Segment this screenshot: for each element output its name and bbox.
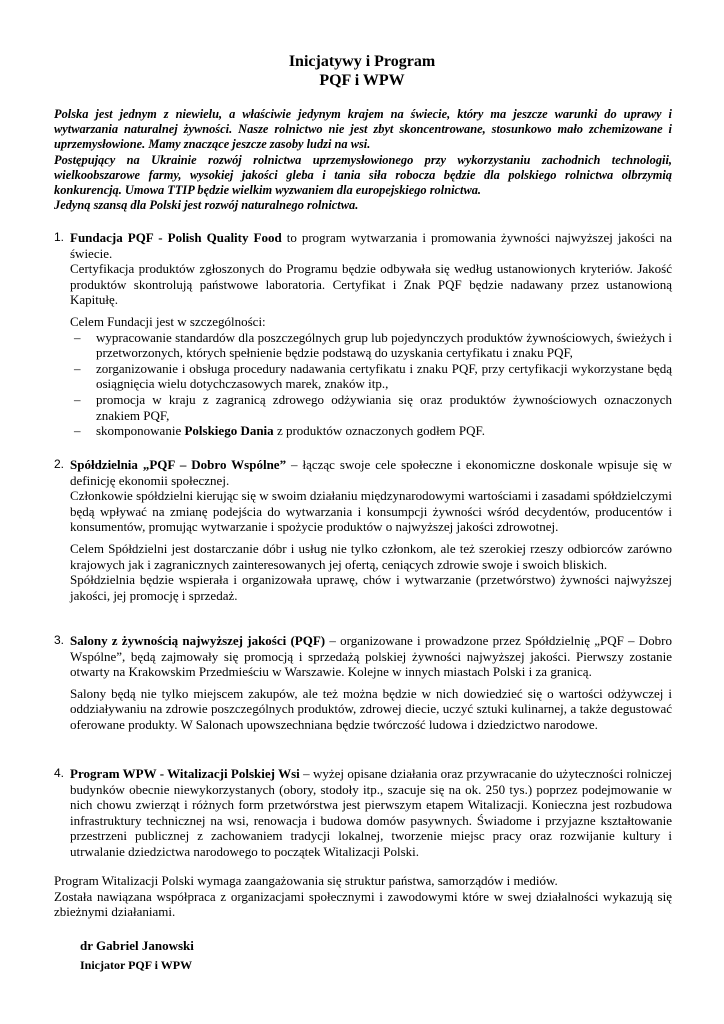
document-title [0, 52, 724, 90]
goals-list [70, 330, 672, 439]
section-lead-text: – wyżej opisane działania oraz przywracanie do użyteczności rolniczej budynków obecnie niewykorzystanych (obory, stodoły itp., szacuje się na ok. 250 tys.) poprzez podejmowanie w nich chowu zwierząt i różnych form przetwórstwa jest pierwszym etapem Witalizacji. Konieczna jest rozbudowa infrastruktury technicznej na wsi, renowacja i budowa domów pasywnych. Świadome i przyjazne kształtowanie przestrzeni publicznej z zachowaniem tradycji lokalnej, tworzenie miejsc pracy oraz rozwijanie kultury i utrwalanie dziedzictwa narodowego to początek Witalizacji Polski. [70, 766, 673, 859]
section-heading: Fundacja PQF - Polish Quality Food [70, 230, 282, 245]
section-number: 2. [54, 457, 65, 471]
list-item-text: promocja w kraju z zagranicą zdrowego odżywiania się oraz produktów żywnościowych oznaczonych znakiem PQF, [96, 391, 672, 423]
section-lead [70, 457, 672, 488]
section-lead [70, 633, 672, 680]
list-item-bold: Polskiego Dania [184, 423, 274, 439]
section-number: 1. [54, 230, 65, 244]
title-line-2: PQF i WPW [319, 72, 405, 89]
section-lead-text: to program wytwarzania i promowania żywności najwyższej jakości na świecie. [70, 230, 672, 261]
intro-text [54, 107, 672, 213]
closing-paragraph: Program Witalizacji Polski wymaga zaangażowania się struktur państwa, samorządów i mediów. [54, 873, 558, 888]
list-item [70, 392, 672, 423]
dash-marker: – [74, 360, 81, 376]
section-paragraph: Spółdzielnia będzie wspierała i organizowała uprawę, chów i wytwarzanie (przetwórstwo) żywności najwyższej jakości, jej promocję i sprzedaż. [70, 572, 672, 603]
goals-intro: Celem Fundacji jest w szczególności: [70, 313, 266, 329]
section-lead [70, 766, 672, 860]
list-item [70, 361, 672, 392]
signature-role: Inicjator PQF i WPW [80, 958, 193, 972]
list-item-text: wypracowanie standardów dla poszczególnych grup lub pojedynczych produktów żywnościowych, świeżych i przetworzonych, których spełnienie będzie podstawą do uzyskania certyfikatu i znaku PQF, [96, 329, 672, 361]
list-item-text: zorganizowanie i obsługa procedury nadawania certyfikatu i znaku PQF, przy certyfikacji wykorzystane będą osiągnięcia wielu dotychczasowych marek, znaków itp., [96, 360, 672, 392]
section-lead [70, 230, 672, 261]
section-lead-text: – łącząc swoje cele społeczne i ekonomiczne doskonale wpisuje się w definicję ekonomii społecznej. [70, 457, 672, 488]
section-3 [54, 633, 672, 733]
closing-paragraph: Została nawiązana współpraca z organizacjami społecznymi i zawodowymi które w swej działalności wykazują się zbieżnymi działaniami. [54, 888, 672, 920]
list-item [70, 423, 672, 439]
section-paragraph: Certyfikacja produktów zgłoszonych do Programu będzie odbywała się według ustanowionych kryteriów. Jakość produktów skontrolują państwowe laboratoria. Certyfikat i Znak PQF będzie nadawany przez ustanowioną Kapitułę. [70, 261, 672, 308]
section-heading: Spółdzielnia „PQF – Dobro Wspólne” [70, 457, 287, 472]
section-paragraph: Członkowie spółdzielni kierując się w swoim działaniu międzynarodowymi wartościami i zasadami spółdzielczymi będą wpływać na zmianę podejścia do wytwarzania i konsumpcji żywności wśród decydentów, producentów i konsumentów, promując wytwarzanie i spożycie produktów o najwyższej jakości zdrowotnej. [70, 488, 672, 535]
intro-paragraph: Jedyną szansą dla Polski jest rozwój naturalnego rolnictwa. [54, 198, 359, 213]
list-item-text: z produktów oznaczonych godłem PQF. [273, 423, 485, 439]
section-number: 4. [54, 766, 65, 780]
section-2 [54, 457, 672, 603]
list-item-text: skomponowanie [96, 423, 185, 439]
closing-text [54, 873, 672, 920]
section-paragraph: Celem Spółdzielni jest dostarczanie dóbr i usług nie tylko członkom, ale też szerokiej rzeszy odbiorców zarówno krajowych jak i zagranicznych zainteresowanych jej ofertą, ceniących zdrowie swoje i swoich bliskich. [70, 540, 672, 572]
dash-marker: – [74, 391, 81, 407]
section-heading: Salony z żywnością najwyższej jakości (PQF) [70, 633, 326, 648]
title-line-1: Inicjatywy i Program [288, 53, 436, 70]
intro-paragraph: Postępujący na Ukrainie rozwój rolnictwa uprzemysłowionego przy wykorzystaniu zachodnich technologii, wielkoobszarowe farmy, wysokiej jakości gleba i tania siła robocza będzie dla polskiego rolnictwa olbrzymią konkurencją. Umowa TTIP będzie wielkim wyzwaniem dla europejskiego rolnictwa. [54, 152, 672, 198]
section-paragraph: Salony będą nie tylko miejscem zakupów, ale też można będzie w nich dowiedzieć się o wartości odżywczej i oddziaływaniu na zdrowie poszczególnych produktów, zdrowej diecie, uczyć sztuki kulinarnej, a także degustować oferowane produkty. W Salonach upowszechniana będzie twórczość ludowa i dziedzictwo narodowe. [70, 685, 672, 732]
list-item [70, 330, 672, 361]
dash-marker: – [74, 423, 81, 439]
section-1 [54, 230, 672, 439]
section-lead-text: – organizowane i prowadzone przez Spółdzielnię „PQF – Dobro Wspólne”, będą zajmowały się promocją i sprzedażą polskiej żywności najwyższej jakości. Pierwszy zostanie otwarty na Krakowskim Przedmieściu w Warszawie. Kolejne w innych miastach Polski i za granicą. [70, 633, 673, 680]
intro-paragraph: Polska jest jednym z niewielu, a właściwie jedynym krajem na świecie, który ma jeszcze warunki do uprawy i wytwarzania naturalnej żywności. Nasze rolnictwo nie jest zbyt skoncentrowane, stosunkowo mało zchemizowane i uprzemysłowione. Mamy znaczące jeszcze zasoby ludzi na wsi. [54, 107, 672, 152]
section-number: 3. [54, 633, 65, 647]
signature-name: dr Gabriel Janowski [80, 938, 194, 953]
dash-marker: – [74, 329, 81, 345]
section-heading: Program WPW - Witalizacji Polskiej Wsi [70, 766, 300, 781]
section-4 [54, 766, 672, 860]
